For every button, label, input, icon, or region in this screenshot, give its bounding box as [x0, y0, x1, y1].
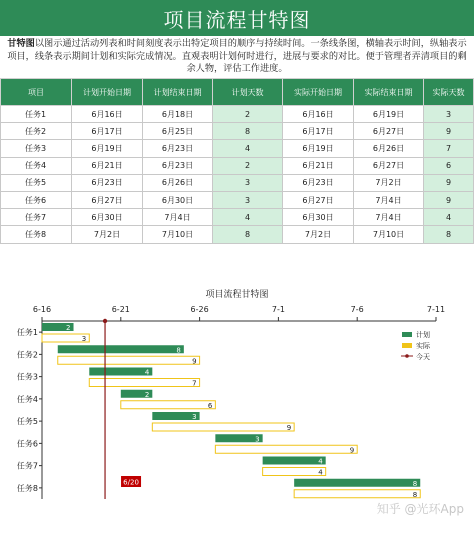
- table-cell: 8: [213, 226, 283, 243]
- planned-bar: [58, 345, 184, 353]
- table-cell: 8: [424, 226, 474, 243]
- y-tick-label: 任务5: [16, 417, 38, 427]
- table-cell: 6月25日: [143, 123, 213, 140]
- legend-planned-label: 计划: [416, 331, 430, 339]
- table-cell: 2: [213, 106, 283, 123]
- table-cell: 6月19日: [354, 106, 424, 123]
- planned-bar-label: 4: [144, 368, 150, 377]
- table-cell: 8: [213, 123, 283, 140]
- table-cell: 6月21日: [283, 157, 354, 174]
- actual-bar: [294, 490, 420, 498]
- table-cell: 6月19日: [72, 140, 143, 157]
- table-cell: 7: [424, 140, 474, 157]
- table-cell: 9: [424, 191, 474, 208]
- column-header: 计划开始日期: [72, 79, 143, 106]
- planned-bar-label: 3: [255, 435, 260, 444]
- x-tick-label: 6-16: [32, 305, 52, 314]
- y-tick-label: 任务6: [16, 439, 38, 449]
- table-cell: 6月27日: [354, 157, 424, 174]
- chart-title: 项目流程甘特图: [205, 290, 269, 300]
- today-marker: [103, 319, 107, 323]
- table-cell: 6月16日: [72, 106, 143, 123]
- description-text: 以图示通过活动列表和时间刻度表示出特定项目的顺序与持续时间。一条线条图，横轴表示时间，纵轴表示项目，线条表示期间计划和实际完成情况。直观表明计划何时进行，进展与要求的对比。便于管理者弄清项目的剩余人物，评估工作进度。: [7, 38, 467, 74]
- column-header: 实际结束日期: [354, 79, 424, 106]
- legend-today-marker: [405, 354, 409, 358]
- table-cell: 6月21日: [72, 157, 143, 174]
- table-cell: 6月30日: [143, 191, 213, 208]
- table-cell: 4: [213, 140, 283, 157]
- column-header: 计划天数: [213, 79, 283, 106]
- actual-bar-label: 9: [192, 357, 197, 366]
- table-cell: 6月17日: [72, 123, 143, 140]
- y-tick-label: 任务7: [16, 461, 38, 471]
- planned-bar-label: 4: [318, 457, 323, 466]
- planned-bar-label: 2: [144, 390, 150, 399]
- table-cell: 3: [213, 174, 283, 191]
- table-cell: 7月2日: [72, 226, 143, 243]
- table-cell: 6月30日: [72, 209, 143, 226]
- task-name-cell: 任务5: [1, 174, 72, 191]
- column-header: 计划结束日期: [143, 79, 213, 106]
- actual-bar-label: 7: [192, 379, 197, 388]
- y-tick-label: 任务2: [16, 350, 38, 360]
- actual-bar: [89, 379, 199, 387]
- task-name-cell: 任务7: [1, 209, 72, 226]
- table-cell: 6月23日: [283, 174, 354, 191]
- table-cell: 7月2日: [354, 174, 424, 191]
- planned-bar: [263, 457, 326, 465]
- task-name-cell: 任务1: [1, 106, 72, 123]
- table-cell: 7月10日: [143, 226, 213, 243]
- y-tick-label: 任务1: [16, 328, 38, 338]
- y-tick-label: 任务8: [16, 483, 38, 493]
- actual-bar-label: 9: [286, 424, 292, 432]
- table-cell: 3: [424, 106, 474, 123]
- legend-today-label: 今天: [416, 353, 430, 361]
- actual-bar: [263, 468, 326, 476]
- page-title: 项目流程甘特图: [163, 7, 311, 32]
- table-cell: 6月27日: [283, 191, 354, 208]
- actual-bar: [152, 423, 294, 431]
- table-cell: 4: [213, 209, 283, 226]
- table-cell: 6月26日: [143, 174, 213, 191]
- table-cell: 6: [424, 157, 474, 174]
- task-name-cell: 任务4: [1, 157, 72, 174]
- column-header: 实际天数: [424, 79, 474, 106]
- table-cell: 7月4日: [354, 209, 424, 226]
- x-tick-label: 7-6: [350, 305, 364, 314]
- column-header: 项目: [1, 79, 72, 106]
- table-cell: 7月2日: [283, 226, 354, 243]
- table-cell: 6月23日: [143, 140, 213, 157]
- description-term: 甘特图: [7, 38, 35, 49]
- planned-bar-label: 8: [412, 479, 418, 488]
- watermark: 知乎 @光环App: [376, 502, 464, 516]
- planned-bar-label: 2: [66, 324, 71, 332]
- task-name-cell: 任务8: [1, 226, 72, 243]
- table-cell: 7月4日: [143, 209, 213, 226]
- actual-bar: [215, 445, 357, 453]
- task-name-cell: 任务3: [1, 140, 72, 157]
- table-cell: 4: [424, 209, 474, 226]
- planned-bar-label: 8: [176, 346, 181, 355]
- actual-bar-label: 8: [412, 490, 418, 499]
- x-tick-label: 7-11: [426, 305, 446, 314]
- table-cell: 6月23日: [143, 157, 213, 174]
- table-cell: 6月16日: [283, 106, 354, 123]
- today-label: 6/20: [123, 478, 139, 487]
- table-cell: 6月30日: [283, 209, 354, 226]
- task-name-cell: 任务6: [1, 191, 72, 208]
- y-tick-label: 任务3: [16, 372, 38, 382]
- y-tick-label: 任务4: [16, 394, 38, 404]
- column-header: 实际开始日期: [283, 79, 354, 106]
- planned-bar: [89, 368, 152, 376]
- legend-actual-swatch: [402, 343, 412, 348]
- table-cell: 6月27日: [354, 123, 424, 140]
- table-cell: 7月10日: [354, 226, 424, 243]
- legend-planned-swatch: [402, 332, 412, 337]
- legend-actual-label: 实际: [416, 342, 430, 350]
- task-name-cell: 任务2: [1, 123, 72, 140]
- table-cell: 6月17日: [283, 123, 354, 140]
- table-cell: 6月18日: [143, 106, 213, 123]
- actual-bar-label: 4: [318, 468, 323, 477]
- actual-bar-label: 9: [349, 446, 355, 455]
- table-cell: 9: [424, 123, 474, 140]
- table-cell: 3: [213, 191, 283, 208]
- table-cell: 6月23日: [72, 174, 143, 191]
- table-cell: 6月27日: [72, 191, 143, 208]
- planned-bar: [294, 479, 420, 487]
- table-cell: 7月4日: [354, 191, 424, 208]
- x-tick-label: 6-21: [111, 305, 130, 314]
- actual-bar: [58, 356, 200, 364]
- table-cell: 9: [424, 174, 474, 191]
- table-cell: 6月19日: [283, 140, 354, 157]
- actual-bar-label: 3: [81, 335, 87, 343]
- actual-bar: [121, 401, 216, 409]
- x-tick-label: 7-1: [271, 305, 285, 314]
- table-cell: 2: [213, 157, 283, 174]
- table-cell: 6月26日: [354, 140, 424, 157]
- actual-bar-label: 6: [207, 401, 213, 410]
- planned-bar-label: 3: [192, 413, 197, 421]
- x-tick-label: 6-26: [190, 305, 209, 314]
